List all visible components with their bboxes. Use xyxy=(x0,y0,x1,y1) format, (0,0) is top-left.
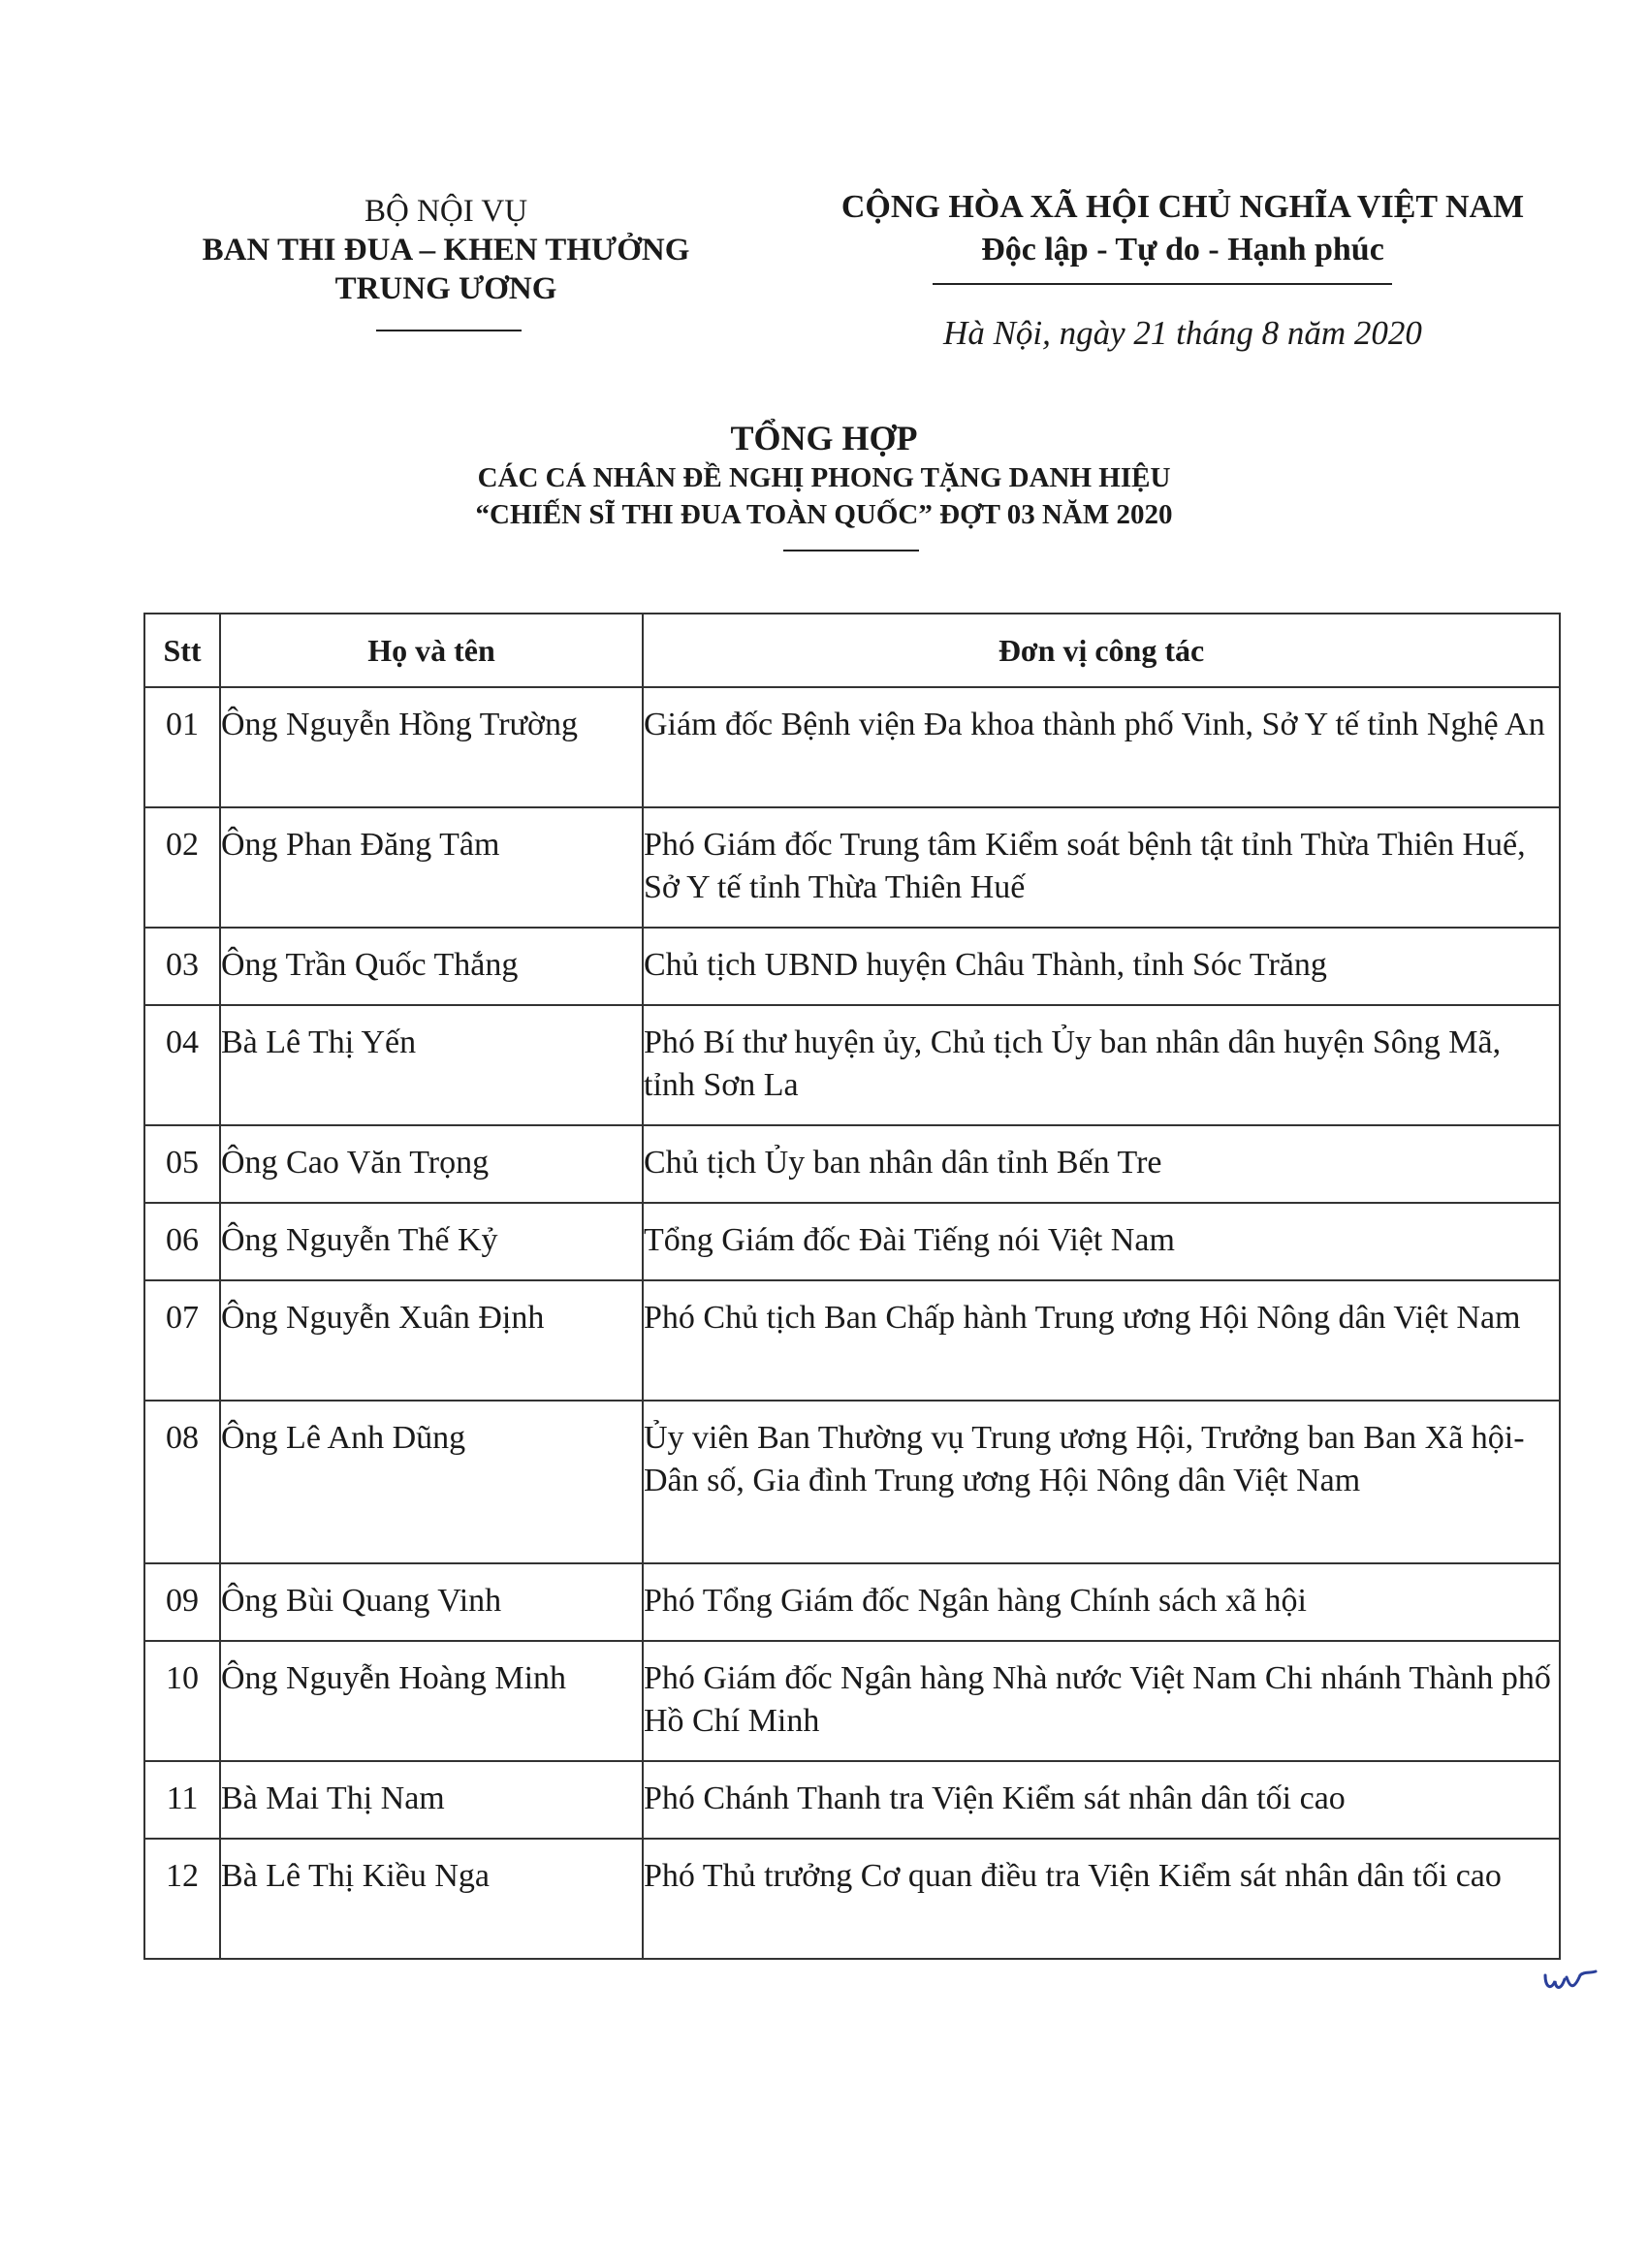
row-stt: 12 xyxy=(166,1858,199,1894)
board-name-line2: TRUNG ƯƠNG xyxy=(334,271,557,306)
row-unit: Chủ tịch Ủy ban nhân dân tỉnh Bến Tre xyxy=(644,1145,1162,1181)
row-stt: 08 xyxy=(166,1420,199,1456)
row-unit: Ủy viên Ban Thường vụ Trung ương Hội, Trưởng ban Ban Xã hội- Dân số, Gia đình Trung ương Hội Nông dân Việt Nam xyxy=(644,1420,1525,1498)
row-name: Ông Nguyễn Xuân Định xyxy=(221,1300,545,1336)
row-name: Ông Trần Quốc Thắng xyxy=(221,947,519,983)
title-line-2: CÁC CÁ NHÂN ĐỀ NGHỊ PHONG TẶNG DANH HIỆU xyxy=(477,462,1171,493)
agency-underline xyxy=(376,330,522,331)
header-unit: Đơn vị công tác xyxy=(643,614,1560,687)
header-name: Họ và tên xyxy=(220,614,643,687)
row-name: Bà Lê Thị Yến xyxy=(221,1024,417,1060)
row-stt: 10 xyxy=(166,1660,199,1696)
row-stt: 02 xyxy=(166,827,199,863)
table-row xyxy=(144,1005,1560,1125)
title-underline xyxy=(783,550,919,551)
row-stt: 09 xyxy=(166,1583,199,1619)
row-name: Ông Nguyễn Thế Kỷ xyxy=(221,1222,498,1258)
row-name: Bà Lê Thị Kiều Nga xyxy=(221,1858,490,1894)
document-title xyxy=(194,417,1454,533)
row-unit: Phó Tổng Giám đốc Ngân hàng Chính sách xã hội xyxy=(644,1583,1308,1619)
row-stt: 07 xyxy=(166,1300,199,1336)
table-row xyxy=(144,1839,1560,1959)
nation-name: CỘNG HÒA XÃ HỘI CHỦ NGHĨA VIỆT NAM xyxy=(840,189,1525,225)
row-stt: 01 xyxy=(166,707,199,742)
row-name: Ông Lê Anh Dũng xyxy=(221,1420,466,1456)
row-unit: Phó Giám đốc Trung tâm Kiểm soát bệnh tật tỉnh Thừa Thiên Huế, Sở Y tế tỉnh Thừa Thiên Huế xyxy=(644,827,1526,905)
table-row xyxy=(144,928,1560,1005)
table-row xyxy=(144,1280,1560,1401)
national-motto: Độc lập - Tự do - Hạnh phúc xyxy=(981,232,1384,268)
row-unit: Giám đốc Bệnh viện Đa khoa thành phố Vinh, Sở Y tế tỉnh Nghệ An xyxy=(644,707,1545,742)
table-row xyxy=(144,1641,1560,1761)
nominee-table xyxy=(143,613,1561,1960)
row-stt: 11 xyxy=(166,1780,199,1816)
row-unit: Tổng Giám đốc Đài Tiếng nói Việt Nam xyxy=(644,1222,1175,1258)
title-line-3: “CHIẾN SĨ THI ĐUA TOÀN QUỐC” ĐỢT 03 NĂM 2020 xyxy=(475,499,1173,530)
row-unit: Phó Thủ trưởng Cơ quan điều tra Viện Kiểm sát nhân dân tối cao xyxy=(644,1858,1502,1894)
row-stt: 05 xyxy=(166,1145,199,1181)
table-row xyxy=(144,1761,1560,1839)
national-heading-block xyxy=(795,186,1570,271)
board-name-line1: BAN THI ĐUA – KHEN THƯỞNG xyxy=(202,233,690,268)
row-unit: Phó Chánh Thanh tra Viện Kiểm sát nhân dân tối cao xyxy=(644,1780,1346,1816)
document-date: Hà Nội, ngày 21 tháng 8 năm 2020 xyxy=(943,314,1422,352)
table-header-row xyxy=(144,614,1560,687)
row-unit: Chủ tịch UBND huyện Châu Thành, tỉnh Sóc Trăng xyxy=(644,947,1327,983)
row-name: Ông Bùi Quang Vinh xyxy=(221,1583,502,1619)
row-name: Ông Nguyễn Hồng Trường xyxy=(221,707,578,742)
issuing-agency-block xyxy=(155,192,737,308)
row-name: Ông Nguyễn Hoàng Minh xyxy=(221,1660,567,1696)
table-row xyxy=(144,1203,1560,1280)
row-name: Bà Mai Thị Nam xyxy=(221,1780,445,1816)
header-stt: Stt xyxy=(144,614,220,687)
table-row xyxy=(144,1563,1560,1641)
table-row xyxy=(144,1401,1560,1563)
row-stt: 04 xyxy=(166,1024,199,1060)
row-unit: Phó Chủ tịch Ban Chấp hành Trung ương Hội Nông dân Việt Nam xyxy=(644,1300,1521,1336)
row-name: Ông Phan Đăng Tâm xyxy=(221,827,500,863)
table-row xyxy=(144,807,1560,928)
row-unit: Phó Giám đốc Ngân hàng Nhà nước Việt Nam Chi nhánh Thành phố Hồ Chí Minh xyxy=(644,1660,1551,1739)
row-stt: 06 xyxy=(166,1222,199,1258)
ministry-name: BỘ NỘI VỤ xyxy=(364,194,528,229)
handwritten-initials xyxy=(1541,1968,1600,1997)
row-unit: Phó Bí thư huyện ủy, Chủ tịch Ủy ban nhân dân huyện Sông Mã, tỉnh Sơn La xyxy=(644,1024,1502,1103)
title-line-1: TỔNG HỢP xyxy=(730,419,918,457)
table-row xyxy=(144,687,1560,807)
row-stt: 03 xyxy=(166,947,199,983)
table-row xyxy=(144,1125,1560,1203)
motto-underline xyxy=(933,283,1392,285)
row-name: Ông Cao Văn Trọng xyxy=(221,1145,490,1181)
